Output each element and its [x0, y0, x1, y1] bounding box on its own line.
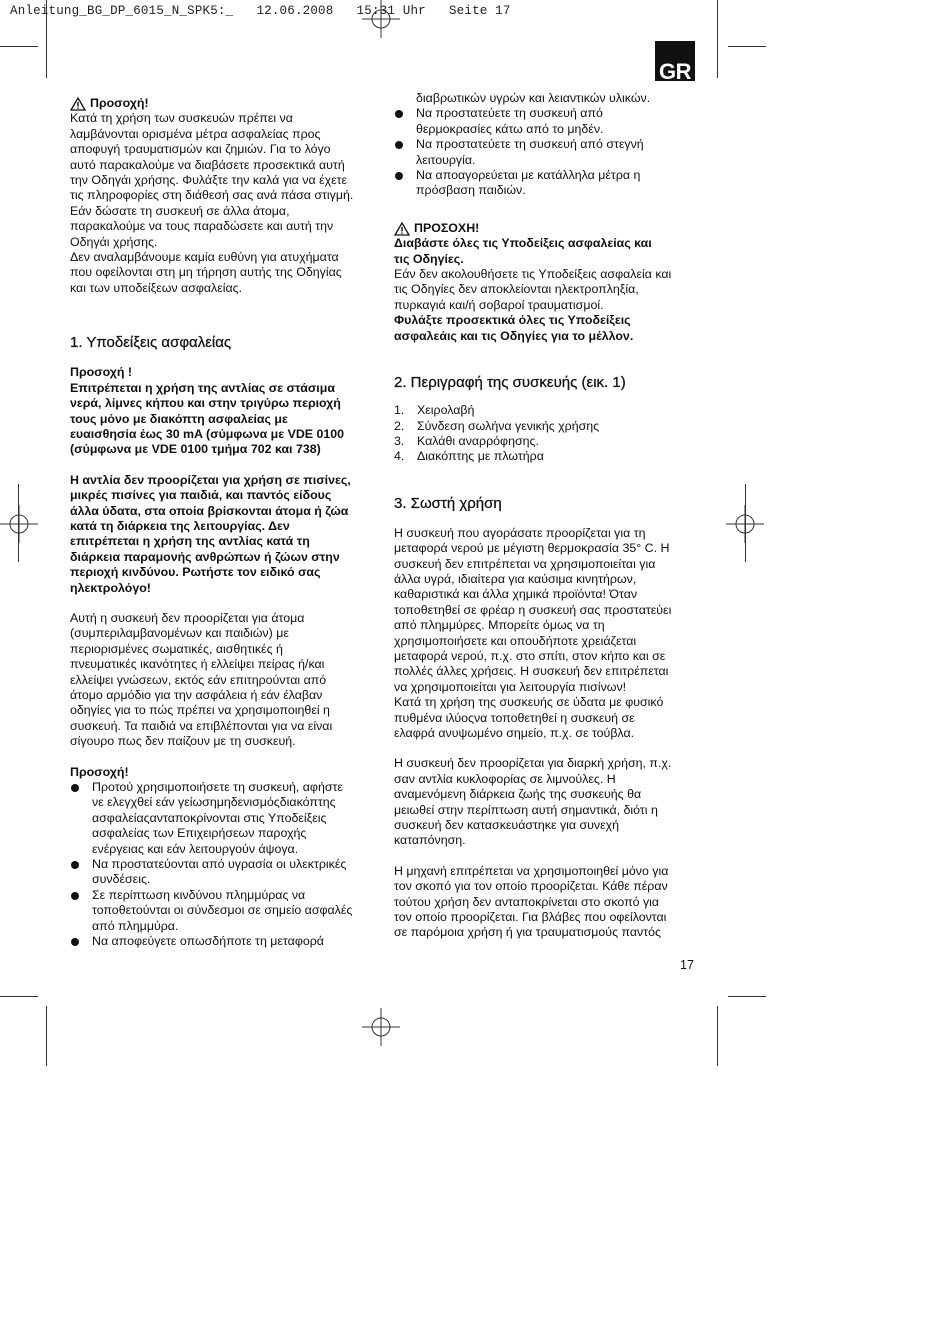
caution-label: Προσοχή !: [70, 365, 133, 380]
persons-paragraph: Αυτή η συσκευή δεν προορίζεται για άτομα (συμπεριλαμβανομένων και παιδιών) με περιορισμένες σωματικές, αισθητικές ή πνευματικές ικανότητες ή ελλείψει πείρας ή/και ελλείψει γνώσεων, εκτός εάν επιτηρούνται από άτομο αρμόδιο για την ασφάλεια ή εάν έλαβαν οδηγίες για το πώς πρέπει να χρησιμοποιηθεί η συσκευή. Τα παιδιά να επιβλέπονται για να είναι σίγουρο πως δεν παίζουν με τη συσκευή.: [70, 610, 333, 749]
right-column: [394, 91, 700, 941]
list-item: 3. Καλάθι αναρρόφησης.: [394, 433, 539, 448]
bullet-icon: [71, 784, 79, 792]
list-item: 2. Σύνδεση σωλήνα γενικής χρήσης: [394, 418, 600, 433]
hazard-notice: Εάν δεν ακολουθήσετε τις Υποδείξεις ασφαλεία και τις Οδηγίες δεν αποκλείονται ηλεκτροπληξία, πυρκαγιά και/ή σοβαροί τραυματισμοί.: [394, 267, 672, 312]
warning-triangle-icon: [70, 97, 86, 111]
list-item: 4. Διακόπτης με πλωτήρα: [394, 449, 544, 464]
registration-mark-right: [726, 505, 764, 543]
warning-title: Προσοχή!: [90, 96, 149, 110]
intended-use-paragraph-1: Η συσκευή που αγοράσατε προορίζεται για τη μεταφορά νερού με μέγιστη θερμοκρασία 35° C. Η συσκευή δεν επιτρέπεται να χρησιμοποιείται για άλλα υγρά, ιδιαίτερα για καύσιμα κινητήρων, καθαριστικά και άλλα χημικά προϊόντα! Όταν τοποθετηθεί σε φρέαρ η συσκευή σας προστατεύει από πλημμύρες. Μπορείτε όμως να τη χρησιμοποιήσετε και οπουδήποτε χρειάζεται μεταφορά νερού, π.χ. στο σπίτι, στον κήπο και σε πολλές άλλες χρήσεις. Η συσκευή δεν επιτρέπεται να χρησιμοποιείται για λειτουργία πισίνων! Κατά τη χρήση της συσκευής σε ύδατα με φυσικό πυθμένα ιλύοςνα τοποθετηθεί η συσκευή σε ελαφρά ανυψωμένο σημείο, π.χ. σε τούβλα.: [394, 525, 672, 740]
intro-paragraph: Κατά τη χρήση των συσκευών πρέπει να λαμβάνονται ορισμένα μέτρα ασφαλείας προς αποφυγή τραυματισμών και ζημιών. Για το λόγο αυτό παρακαλούμε να διαβάσετε προσεκτικά αυτή την Οδηγάι χρήσης. Φυλάξτε την καλά για να έχετε τις πληροφορίες στη διάθεσή σας ανά πάσα στιγμή. Εάν δώσατε τη συσκευή σε άλλα άτομα, παρακαλούμε να τους παραδώσετε και αυτή την Οδηγάι χρήσης. Δεν αναλαμβάνουμε καμία ευθύνη για ατυχήματα που οφείλονται στη μη τήρηση αυτής της Οδηγίας και των υποδείξεων ασφαλείας.: [70, 111, 354, 295]
list-item: 1. Χειρολαβή: [394, 403, 475, 418]
caution-label-2: Προσοχή!: [70, 764, 129, 779]
section-1-heading: 1. Υποδείξεις ασφαλείας: [70, 334, 232, 352]
list-item-continuation: διαβρωτικών υγρών και λειαντικών υλικών.: [416, 91, 651, 105]
registration-mark-bottom: [362, 1008, 400, 1046]
warning-title-2: ΠΡΟΣΟΧΗ!: [414, 220, 480, 235]
bullet-icon: [395, 110, 403, 118]
list-item: Να προστατεύονται από υγρασία οι υλεκτρικές συνδέσεις.: [70, 857, 378, 888]
list-item: Να προστατεύετε τη συσκευή από στεγνή λειτουργία.: [394, 137, 700, 168]
page-number: 17: [680, 958, 694, 972]
list-item: Να αποφεύγετε οπωσδήποτε τη μεταφορά: [70, 934, 378, 949]
list-item: Να αποαγορεύεται με κατάλληλα μέτρα η πρόσβαση παιδιών.: [394, 168, 700, 199]
warning-triangle-icon: [394, 222, 410, 236]
read-instructions-notice: Διαβάστε όλες τις Υποδείξεις ασφαλείας και τις Οδηγίες.: [394, 236, 652, 266]
warning-heading: [70, 96, 378, 111]
safety-bullet-list-continued: [394, 91, 700, 199]
rcd-notice: Επιτρέπεται η χρήση της αντλίας σε στάσιμα νερά, λίμνες κήπου και στην τριγύρω περιοχή τους μόνο με διακόπτη ασφαλείας με ευαισθησία έως 30 mA (σύμφωνα με VDE 0100 (σύμφωνα με VDE 0100 τμήμα 702 και 738): [70, 380, 345, 457]
bullet-icon: [71, 861, 79, 869]
section-2-heading: 2. Περιγραφή της συσκευής (εικ. 1): [394, 374, 626, 392]
pool-notice: Η αντλία δεν προορίζεται για χρήση σε πισίνες, μικρές πισίνες για παιδιά, και παντός είδους άλλα ύδατα, στα οποία βρίσκονται άτομα ή ζώα κατά τη διάρκεια της λειτουργίας. Δεν επιτρέπεται η χρήση της αντλίας κατά τη διάρκεια παραμονής ανθρώπων ή ζώων στην περιοχή κινδύνου. Ρωτήστε τον ειδικό σας ηλεκτρολόγο!: [70, 472, 351, 595]
keep-instructions-notice: Φυλάξτε προσεκτικά όλες τις Υποδείξεις ασφαλεάις και τις Οδηγίες για το μέλλον.: [394, 313, 634, 343]
bullet-icon: [71, 892, 79, 900]
bullet-icon: [71, 938, 79, 946]
safety-bullet-list: [70, 780, 378, 949]
language-badge: GR: [655, 41, 695, 81]
intended-use-paragraph-3: Η μηχανή επιτρέπεται να χρησιμοποιηθεί μόνο για τον σκοπό για τον οποίο προορίζεται. Κάθε πέραν τούτου χρήση δεν ανταποκρίνεται στο σκοπό για τον οποίο προορίζεται. Για βλάβες που οφείλονται σε παρόμοια χρήση ή για τραυματισμούς παντός: [394, 863, 669, 940]
intended-use-paragraph-2: Η συσκευή δεν προορίζεται για διαρκή χρήση, π.χ. σαν αντλία κυκλοφορίας σε λιμνούλες. Η αναμενόμενη διάρκεια ζωής της συσκευής θα μειωθεί στην περίπτωση αυτή σημαντικά, διότι η συσκευή δεν κατασκευάστηκε για συνεχή καταπόνηση.: [394, 756, 672, 848]
warning-heading-2: [394, 221, 700, 236]
parts-list: [394, 403, 700, 465]
bullet-icon: [395, 172, 403, 180]
bullet-icon: [395, 141, 403, 149]
section-3-heading: 3. Σωστή χρήση: [394, 494, 502, 512]
left-column: [70, 96, 378, 950]
registration-mark-left: [0, 505, 38, 543]
list-item: Σε περίπτωση κινδύνου πλημμύρας να τοποθετούνται οι σύνδεσμοι σε σημείο ασφαλές από πλημμύρα.: [70, 888, 378, 934]
list-item: Να προστατεύετε τη συσκευή από θερμοκρασίες κάτω από το μηδέν.: [394, 106, 700, 137]
print-header: Anleitung_BG_DP_6015_N_SPK5:_ 12.06.2008 15:31 Uhr Seite 17: [10, 4, 511, 18]
list-item: Προτού χρησιμοποιήσετε τη συσκευή, αφήστε νε ελεγχθεί εάν γείωσημηδενισμόςδιακόπτης ασφαλείαςανταποκρίνονται στις Υποδείξεις ασφαλείας των Επιχειρήσεων παροχής ενέργειας και εάν λειτουργούν άψογα.: [70, 780, 378, 857]
